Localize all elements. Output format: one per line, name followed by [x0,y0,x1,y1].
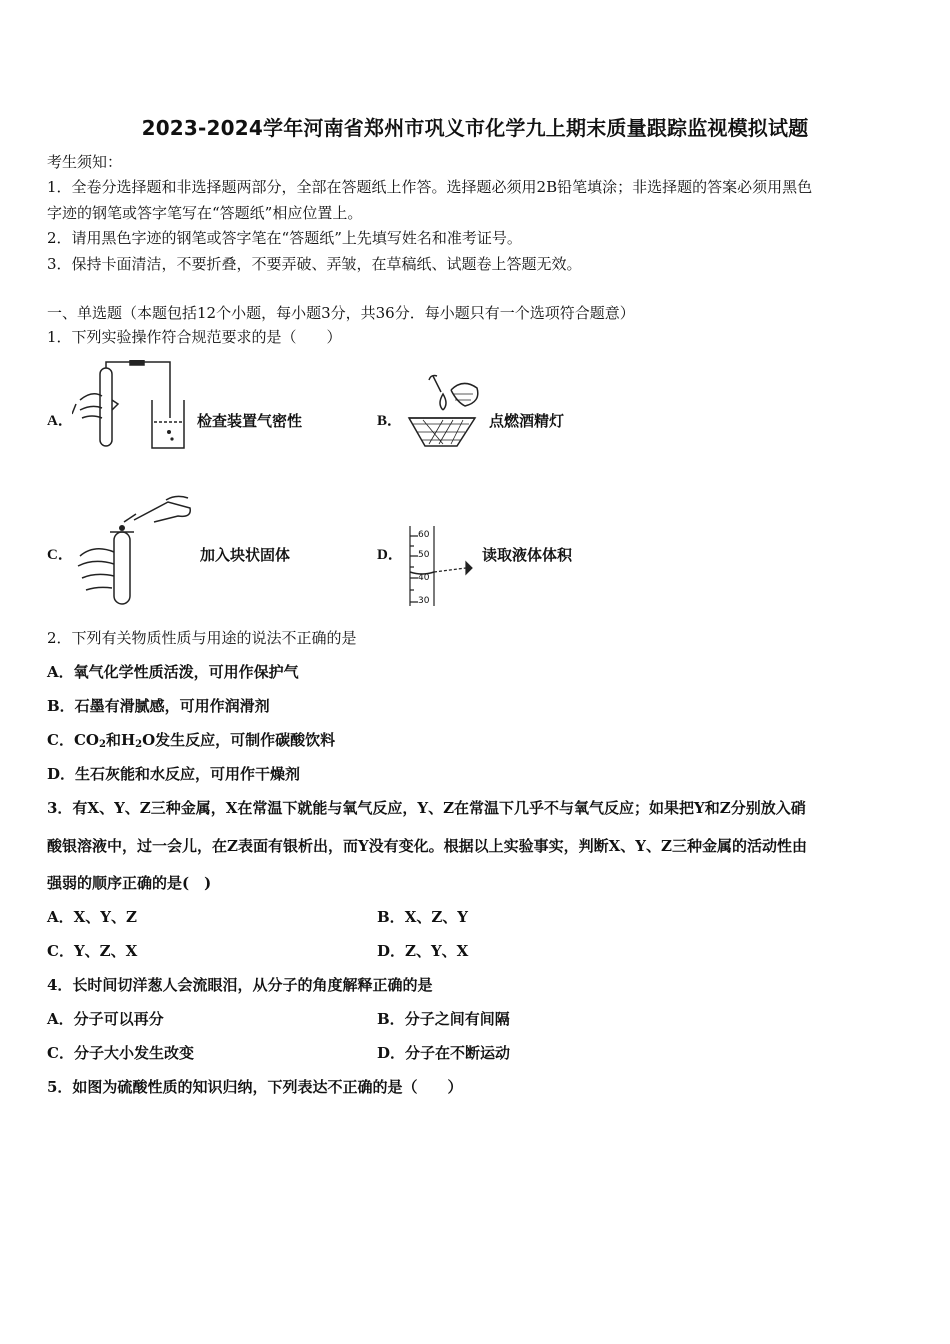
co2-formula: $CO_2$ [73,731,106,750]
question-3-line: 3．有X、Y、Z三种金属，X在常温下就能与氧气反应，Y、Z在常温下几乎不与氧气反应；如果把Y和Z分别放入硝 [47,799,806,817]
q1-option-d-text: 读取液体体积 [482,546,573,564]
question-3-line: 酸银溶液中，过一会儿，在Z表面有银析出，而Y没有变化。根据以上实验事实，判断X、Y、Z三种金属的活动性由 [47,837,807,855]
solid-adding-illustration [76,492,196,608]
q1-option-a-text: 检查装置气密性 [197,412,303,430]
question-4-stem: 4．长时间切洋葱人会流眼泪，从分子的角度解释正确的是 [47,976,433,994]
question-5-stem: 5．如图为硫酸性质的知识归纳，下列表达不正确的是（ ） [47,1078,463,1096]
q4-option-c: C．分子大小发生改变 [47,1044,194,1062]
q3-option-d: D．Z、Y、X [377,942,469,960]
q2-option-c-label: C． [47,731,74,749]
q3-option-c: C．Y、Z、X [47,942,138,960]
q1-option-c-label: C． [47,547,73,563]
q2-option-a: A．氧气化学性质活泼，可用作保护气 [47,663,299,681]
q4-option-b: B．分子之间有间隔 [377,1010,510,1028]
q1-option-c-text: 加入块状固体 [200,546,291,564]
lamp-lighting-illustration [403,372,483,450]
notice-item: 2．请用黑色字迹的钢笔或答字笔在“答题纸”上先填写姓名和准考证号。 [47,229,522,247]
q1-option-b-text: 点燃酒精灯 [489,412,565,430]
h2o-formula: $H_2$ [120,731,143,750]
q2-option-d: D．生石灰能和水反应，可用作干燥剂 [47,765,301,783]
airtightness-check-illustration [72,360,192,450]
q1-option-d-label: D． [377,547,403,563]
cylinder-tick-label: 60 [418,530,430,540]
question-2-stem: 2．下列有关物质性质与用途的说法不正确的是 [47,629,357,647]
q1-option-a-label: A． [47,413,73,429]
cylinder-tick-label: 50 [418,550,430,560]
q2-option-c: C．$CO_2$和$H_2O$发生反应，可制作碳酸饮料 [47,731,336,750]
notice-heading: 考生须知： [47,153,123,171]
q2-option-b: B．石墨有滑腻感，可用作润滑剂 [47,697,270,715]
section-heading: 一、单选题（本题包括12个小题，每小题3分，共36分．每小题只有一个选项符合题意） [47,304,635,322]
question-3-line: 强弱的顺序正确的是( ) [47,874,212,892]
cylinder-tick-label: 40 [418,573,430,583]
question-1-stem: 1．下列实验操作符合规范要求的是（ ） [47,328,342,346]
cylinder-reading-illustration [404,524,480,606]
q4-option-d: D．分子在不断运动 [377,1044,511,1062]
notice-item: 3．保持卡面清洁，不要折叠，不要弄破、弄皱，在草稿纸、试题卷上答题无效。 [47,255,582,273]
q4-option-a: A．分子可以再分 [47,1010,164,1028]
cylinder-tick-label: 30 [418,596,430,606]
page-title: 2023-2024学年河南省郑州市巩义市化学九上期末质量跟踪监视模拟试题 [141,116,809,140]
q3-option-a: A．X、Y、Z [47,908,137,926]
notice-item: 1．全卷分选择题和非选择题两部分，全部在答题纸上作答。选择题必须用2B铅笔填涂；非选择题的答案必须用黑色 [47,178,813,196]
q1-option-b-label: B． [377,413,403,429]
q3-option-b: B．X、Z、Y [377,908,468,926]
notice-item: 字迹的钢笔或答字笔写在“答题纸”相应位置上。 [47,204,363,222]
